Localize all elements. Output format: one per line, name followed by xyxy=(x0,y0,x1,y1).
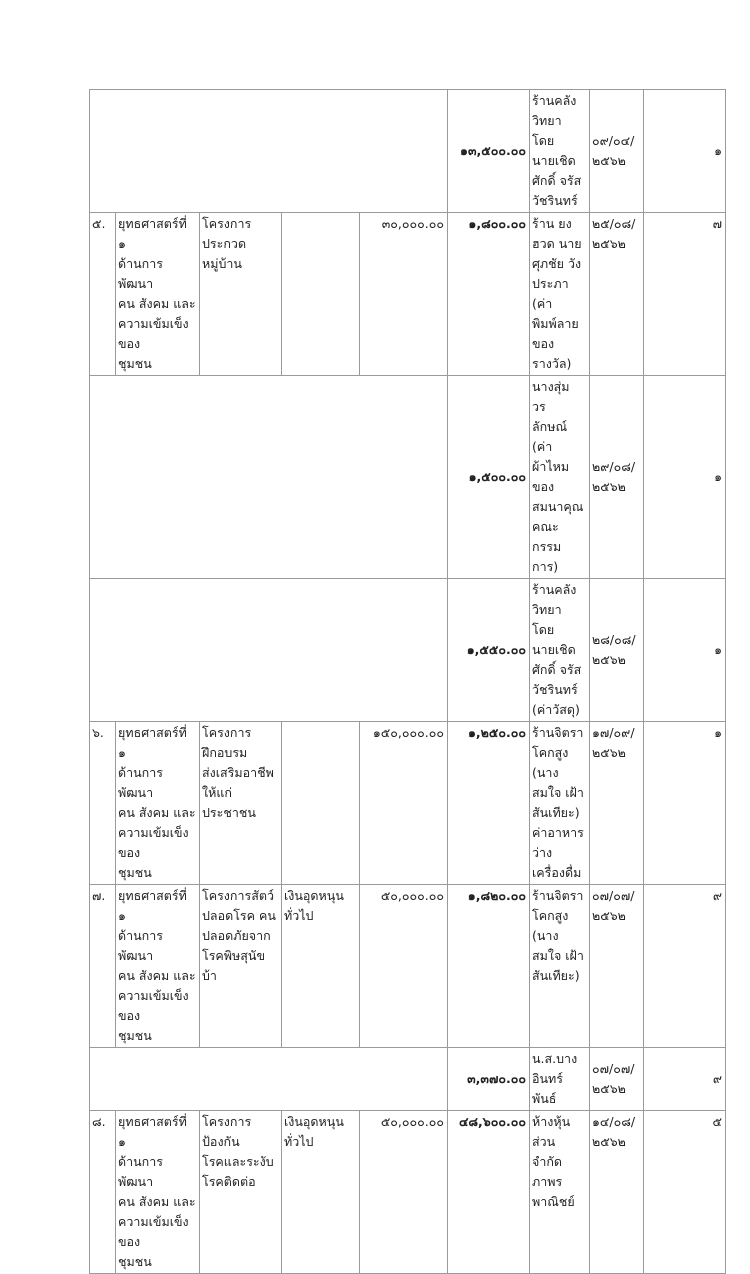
cell-line: ค่าอาหาร xyxy=(532,825,584,840)
cell-text: ๑,๕๐๐.๐๐ xyxy=(468,469,526,484)
cell-text: ๙ xyxy=(712,1071,722,1086)
cell-line: ว่าง xyxy=(532,845,553,860)
cell-line: ๐๗/๐๗/ xyxy=(592,1061,635,1076)
count-cell xyxy=(644,1111,726,1274)
date-cell xyxy=(590,90,644,213)
cell-line: ๑๔/๐๘/ xyxy=(592,1114,636,1129)
cell-line: สันเทียะ) xyxy=(532,805,580,820)
project-cell xyxy=(200,885,282,1048)
cell-line: ๒๙/๐๘/ xyxy=(592,459,636,474)
cell-line: ร้านคลัง xyxy=(532,93,577,108)
cell-line: ปลอดภัยจาก xyxy=(202,928,271,943)
item-number-cell xyxy=(90,722,116,885)
cell-line: พาณิชย์ xyxy=(532,1194,575,1209)
cell-text: ๕ xyxy=(712,1114,722,1129)
cell-line: สมนาคุณ xyxy=(532,499,584,514)
date-cell xyxy=(590,579,644,722)
cell-line: ทั่วไป xyxy=(284,908,314,923)
table-row xyxy=(90,1048,726,1111)
strategy-cell xyxy=(116,722,200,885)
cell-line: คณะกรรม xyxy=(532,519,562,554)
cell-line: โรคและระงับ xyxy=(202,1154,274,1169)
vendor-cell xyxy=(530,213,590,376)
cell-line: ด้านการพัฒนา xyxy=(118,765,163,800)
cell-line: ๐๙/๐๔/ xyxy=(592,133,635,148)
cell-line: ความเข้มเข็งของ xyxy=(118,825,189,860)
cell-text: ๕. xyxy=(92,216,106,231)
cell-text: ๗ xyxy=(712,216,722,231)
vendor-cell xyxy=(530,376,590,579)
cell-line: ของรางวัล) xyxy=(532,336,572,371)
cell-line: สมใจ เฝ้า xyxy=(532,948,584,963)
budget-cell xyxy=(360,213,448,376)
project-cell xyxy=(200,722,282,885)
cell-line: ประกวดหมู่บ้าน xyxy=(202,236,247,271)
cell-line: ร้าน ยง xyxy=(532,216,572,231)
cell-line: ความเข้มเข็งของ xyxy=(118,316,189,351)
cell-line: ความเข้มเข็งของ xyxy=(118,988,189,1023)
cell-text: ๕๐,๐๐๐.๐๐ xyxy=(380,1114,444,1129)
cell-line: ยุทธศาสตร์ที่ ๑ xyxy=(118,888,187,923)
strategy-cell xyxy=(116,885,200,1048)
cell-text: ๑,๒๕๐.๐๐ xyxy=(467,725,526,740)
blank-merged-cell xyxy=(90,376,448,579)
cell-line: ชุมชน xyxy=(118,1028,152,1043)
cell-line: น.ส.บาง xyxy=(532,1051,578,1066)
cell-text: ๘. xyxy=(92,1114,106,1129)
blank-merged-cell xyxy=(90,1048,448,1111)
cell-line: เงินอุดหนุน xyxy=(284,1114,344,1129)
cell-line: โครงการ xyxy=(202,216,252,231)
date-cell xyxy=(590,1111,644,1274)
cell-line: โคกสูง (นาง xyxy=(532,745,569,780)
cell-line: ร้านคลัง xyxy=(532,582,577,597)
table-row xyxy=(90,376,726,579)
cell-line: ชุมชน xyxy=(118,1254,152,1269)
cell-line: (ค่าวัสดุ) xyxy=(532,702,580,717)
cell-line: คน สังคม และ xyxy=(118,968,196,983)
cell-line: พิมพ์ลาย xyxy=(532,316,579,331)
fund-source-cell xyxy=(282,213,360,376)
count-cell xyxy=(644,1048,726,1111)
project-cell xyxy=(200,213,282,376)
cell-line: วิทยา โดย xyxy=(532,113,562,148)
count-cell xyxy=(644,213,726,376)
cell-line: ๑๗/๐๙/ xyxy=(592,725,635,740)
cell-line: ๐๗/๐๗/ xyxy=(592,888,635,903)
date-cell xyxy=(590,1048,644,1111)
strategy-cell xyxy=(116,1111,200,1274)
cell-line: ๒๕๖๒ xyxy=(592,745,626,760)
cell-text: ๑,๕๕๐.๐๐ xyxy=(466,642,526,657)
table-row xyxy=(90,885,726,1048)
cell-line: ๒๕๖๒ xyxy=(592,479,626,494)
cell-line: คน สังคม และ xyxy=(118,1194,196,1209)
cell-text: ๖. xyxy=(92,725,104,740)
cell-line: โครงการ xyxy=(202,725,252,740)
cell-line: วิทยา โดย xyxy=(532,602,562,637)
cell-text: ๓๐,๐๐๐.๐๐ xyxy=(381,216,444,231)
fund-source-cell xyxy=(282,885,360,1048)
cell-text: ๑๓,๕๐๐.๐๐ xyxy=(460,143,526,158)
date-cell xyxy=(590,885,644,1048)
cell-line: ส่งเสริมอาชีพ xyxy=(202,765,274,780)
cell-line: ๒๕๖๒ xyxy=(592,1134,626,1149)
cell-line: นางสุ่ม วร xyxy=(532,379,570,414)
cell-text: ๑,๘๒๐.๐๐ xyxy=(467,888,526,903)
cell-text: ๑๕๐,๐๐๐.๐๐ xyxy=(372,725,444,740)
cell-line: โรคพิษสุนัขบ้า xyxy=(202,948,265,983)
vendor-cell xyxy=(530,1048,590,1111)
cell-line: ศุภชัย วัง xyxy=(532,256,582,271)
amount-cell xyxy=(448,1111,530,1274)
cell-line: ๒๕๖๒ xyxy=(592,153,626,168)
cell-line: นายเชิด xyxy=(532,153,576,168)
cell-line: วัชรินทร์ xyxy=(532,682,578,697)
count-cell xyxy=(644,579,726,722)
budget-cell xyxy=(360,722,448,885)
amount-cell xyxy=(448,213,530,376)
table-row xyxy=(90,90,726,213)
cell-line: ชุมชน xyxy=(118,356,152,371)
cell-text: ๑ xyxy=(714,143,722,158)
count-cell xyxy=(644,90,726,213)
cell-line: ความเข้มเข็งของ xyxy=(118,1214,189,1249)
cell-line: ๒๕/๐๘/ xyxy=(592,216,636,231)
cell-line: ปลอดโรค คน xyxy=(202,908,276,923)
cell-text: ๑ xyxy=(714,469,722,484)
cell-text: ๙ xyxy=(712,888,722,903)
table-row xyxy=(90,1111,726,1274)
cell-line: ยุทธศาสตร์ที่ ๑ xyxy=(118,725,187,760)
blank-merged-cell xyxy=(90,90,448,213)
project-cell xyxy=(200,1111,282,1274)
cell-line: ๒๕๖๒ xyxy=(592,236,626,251)
item-number-cell xyxy=(90,885,116,1048)
cell-line: ร้านจิตรา xyxy=(532,888,584,903)
cell-text: ๗. xyxy=(92,888,106,903)
cell-line: ร้านจิตรา xyxy=(532,725,584,740)
cell-line: โครงการป้องกัน xyxy=(202,1114,252,1149)
cell-line: ๒๕๖๒ xyxy=(592,652,626,667)
cell-text: ๕๐,๐๐๐.๐๐ xyxy=(380,888,444,903)
cell-line: โคกสูง (นาง xyxy=(532,908,569,943)
date-cell xyxy=(590,213,644,376)
vendor-cell xyxy=(530,579,590,722)
count-cell xyxy=(644,722,726,885)
cell-line: เครื่องดื่ม xyxy=(532,865,582,880)
cell-line: ฮวด นาย xyxy=(532,236,582,251)
amount-cell xyxy=(448,885,530,1048)
cell-line: สมใจ เฝ้า xyxy=(532,785,584,800)
cell-line: นายเชิด xyxy=(532,642,576,657)
cell-line: ชุมชน xyxy=(118,865,152,880)
table-row xyxy=(90,579,726,722)
cell-line: ศักดิ์ จรัส xyxy=(532,662,582,677)
vendor-cell xyxy=(530,722,590,885)
amount-cell xyxy=(448,90,530,213)
fund-source-cell xyxy=(282,722,360,885)
cell-line: ๒๕๖๒ xyxy=(592,1081,626,1096)
cell-line: ยุทธศาสตร์ที่ ๑ xyxy=(118,1114,187,1149)
cell-line: จำกัด ภาพร xyxy=(532,1154,563,1189)
cell-line: ห้างหุ้นส่วน xyxy=(532,1114,571,1149)
table-body xyxy=(90,90,726,1274)
amount-cell xyxy=(448,579,530,722)
cell-line: ทั่วไป xyxy=(284,1134,314,1149)
cell-line: ๒๘/๐๘/ xyxy=(592,632,636,647)
cell-line: คน สังคม และ xyxy=(118,296,196,311)
cell-line: ให้แก่ประชาชน xyxy=(202,785,256,820)
amount-cell xyxy=(448,376,530,579)
amount-cell xyxy=(448,1048,530,1111)
cell-line: วัชรินทร์ xyxy=(532,193,578,208)
date-cell xyxy=(590,722,644,885)
count-cell xyxy=(644,885,726,1048)
vendor-cell xyxy=(530,885,590,1048)
cell-line: ศักดิ์ จรัส xyxy=(532,173,582,188)
table-row xyxy=(90,213,726,376)
vendor-cell xyxy=(530,1111,590,1274)
cell-text: ๑,๘๐๐.๐๐ xyxy=(468,216,526,231)
table-row xyxy=(90,722,726,885)
cell-text: ๑ xyxy=(714,642,722,657)
item-number-cell xyxy=(90,213,116,376)
cell-line: ฝึกอบรม xyxy=(202,745,248,760)
vendor-cell xyxy=(530,90,590,213)
date-cell xyxy=(590,376,644,579)
cell-line: ด้านการพัฒนา xyxy=(118,256,163,291)
cell-line: ด้านการพัฒนา xyxy=(118,1154,163,1189)
cell-line: คน สังคม และ xyxy=(118,805,196,820)
cell-line: การ) xyxy=(532,559,559,574)
cell-text: ๔๘,๖๐๐.๐๐ xyxy=(458,1114,526,1129)
cell-line: ด้านการพัฒนา xyxy=(118,928,163,963)
item-number-cell xyxy=(90,1111,116,1274)
cell-line: ประภา (ค่า xyxy=(532,276,569,311)
blank-merged-cell xyxy=(90,579,448,722)
cell-line: ลักษณ์ (ค่า xyxy=(532,419,568,454)
fund-source-cell xyxy=(282,1111,360,1274)
cell-text: ๑ xyxy=(714,725,722,740)
cell-line: อินทร์พันธ์ xyxy=(532,1071,564,1106)
procurement-table xyxy=(89,89,726,1274)
cell-line: ๒๕๖๒ xyxy=(592,908,626,923)
count-cell xyxy=(644,376,726,579)
budget-cell xyxy=(360,1111,448,1274)
cell-text: ๓,๓๗๐.๐๐ xyxy=(467,1071,526,1086)
budget-cell xyxy=(360,885,448,1048)
cell-line: ผ้าไหมของ xyxy=(532,459,570,494)
strategy-cell xyxy=(116,213,200,376)
cell-line: โรคติดต่อ xyxy=(202,1174,256,1189)
cell-line: เงินอุดหนุน xyxy=(284,888,344,903)
amount-cell xyxy=(448,722,530,885)
cell-line: โครงการสัตว์ xyxy=(202,888,274,903)
cell-line: ยุทธศาสตร์ที่ ๑ xyxy=(118,216,187,251)
cell-line: สันเทียะ) xyxy=(532,968,580,983)
